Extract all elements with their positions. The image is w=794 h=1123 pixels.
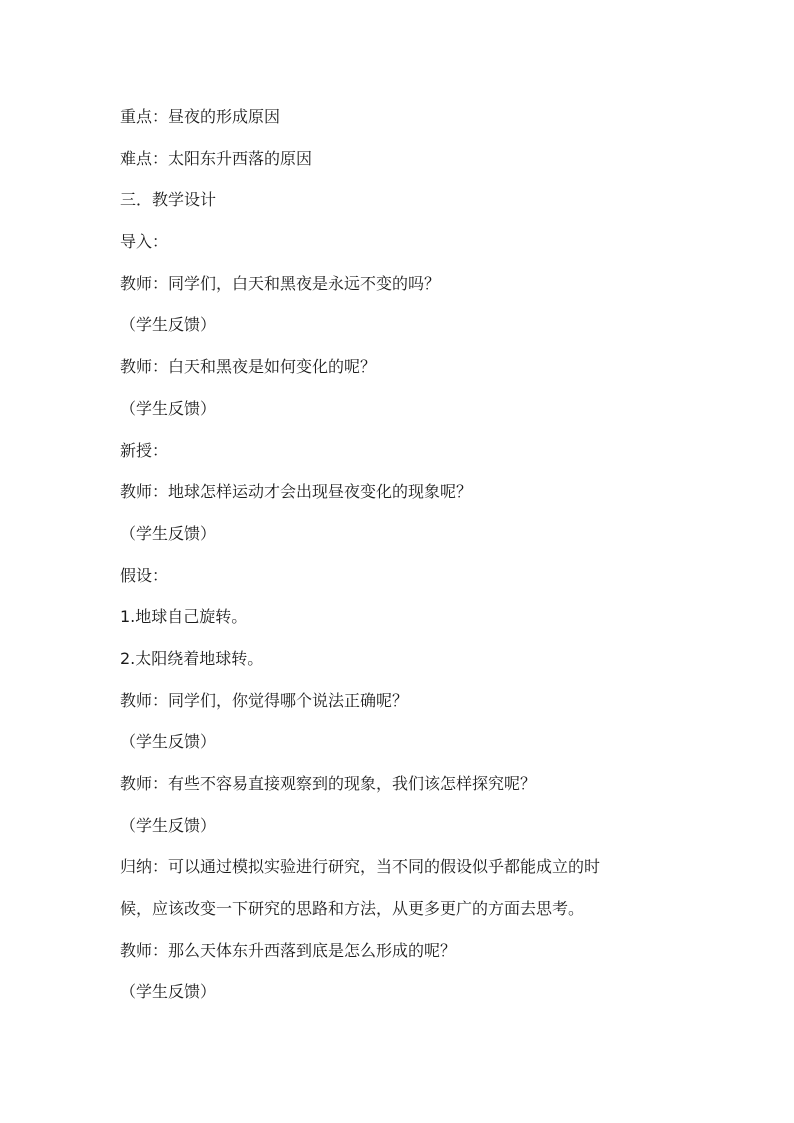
text-line: 教师：同学们，白天和黑夜是永远不变的吗？ [120,273,441,293]
text-line-key-point: 重点：昼夜的形成原因 [120,107,281,126]
list-item: 1.地球自己旋转。 [120,607,248,627]
text-line: 教师：同学们，你觉得哪个说法正确呢？ [120,690,409,710]
text-line: 教师：地球怎样运动才会出现昼夜变化的现象呢？ [120,482,473,502]
document-body [120,100,680,1017]
text-line: 教师：有些不容易直接观察到的现象，我们该怎样探究呢？ [120,774,537,793]
list-item: 2.太阳绕着地球转。 [120,648,264,668]
text-line-summary: 归纳：可以通过模拟实验进行研究，当不同的假设似乎都能成立的时 [120,857,601,877]
text-line: 教师：白天和黑夜是如何变化的呢？ [120,357,377,377]
subheading-new-lesson: 新授： [120,440,169,460]
text-line-summary-continued: 候，应该改变一下研究的思路和方法，从更多更广的方面去思考。 [120,899,585,919]
text-line: （学生反馈） [120,815,217,835]
text-line: （学生反馈） [120,982,217,1002]
section-heading-teaching-design: 三．教学设计 [120,190,217,210]
text-line: （学生反馈） [120,315,217,335]
text-line: （学生反馈） [120,398,217,418]
subheading-introduction: 导入： [120,232,169,252]
text-line: （学生反馈） [120,523,217,543]
text-line-difficulty: 难点：太阳东升西落的原因 [120,148,313,168]
subheading-hypothesis: 假设： [120,565,169,585]
text-line: （学生反馈） [120,732,217,752]
text-line: 教师：那么天体东升西落到底是怎么形成的呢？ [120,940,457,960]
